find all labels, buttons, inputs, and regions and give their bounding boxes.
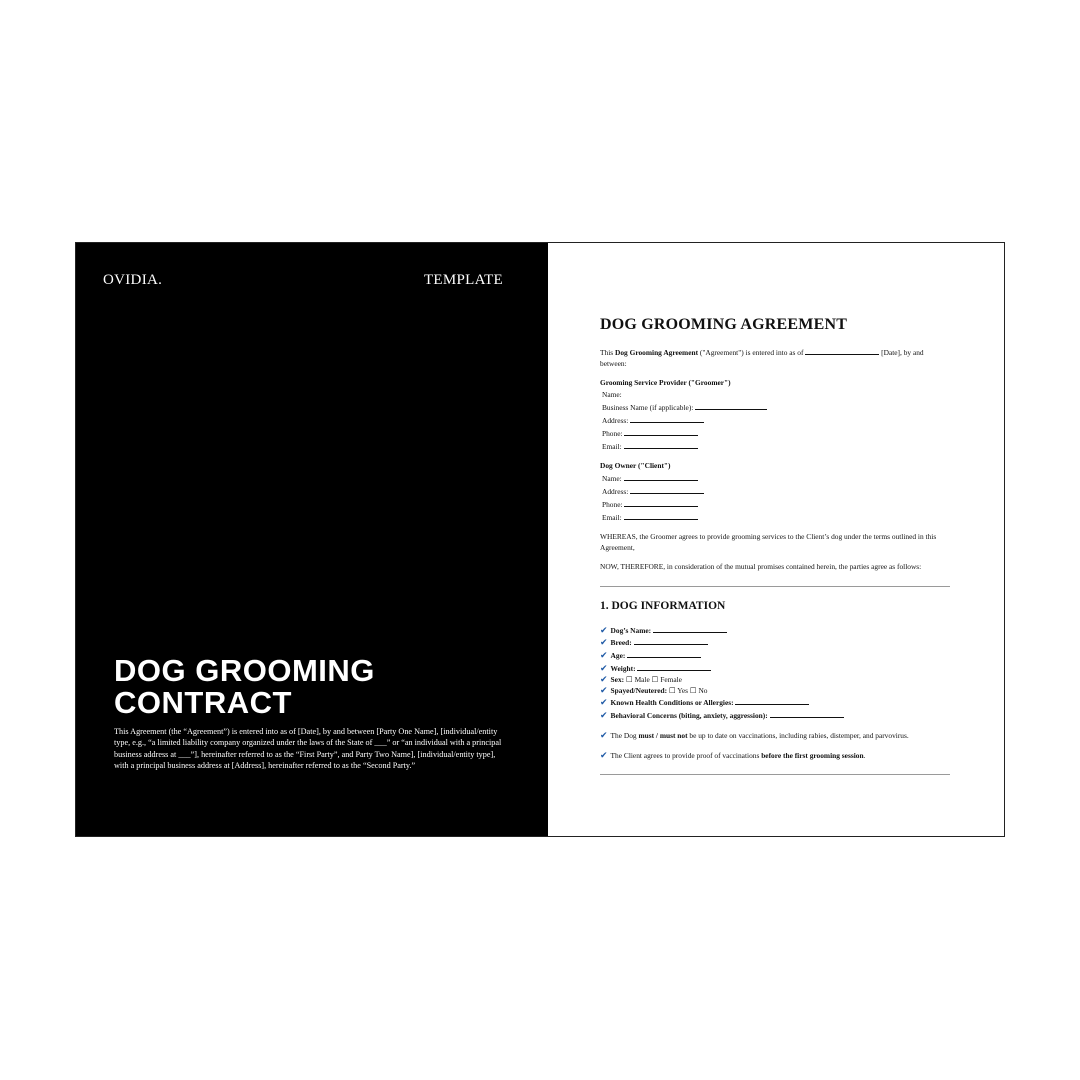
- field-blank[interactable]: [624, 427, 698, 436]
- intro-bold: Dog Grooming Agreement: [615, 348, 699, 357]
- dog-name-item: [600, 624, 950, 637]
- no-label: No: [698, 685, 708, 695]
- item-label: Spayed/Neutered:: [610, 685, 668, 695]
- male-label: Male: [634, 674, 650, 684]
- field-blank[interactable]: [624, 440, 698, 449]
- check-icon: ✔: [600, 638, 608, 649]
- sex-item: [600, 675, 950, 686]
- brand-logo: OVIDIA.: [103, 272, 163, 288]
- groomer-phone-field: [602, 427, 950, 440]
- field-blank[interactable]: [637, 662, 711, 671]
- health-item: [600, 696, 950, 709]
- item-label: Weight:: [610, 663, 636, 673]
- weight-item: [600, 662, 950, 675]
- client-address-field: [602, 485, 950, 498]
- check-icon: ✔: [600, 711, 608, 722]
- proof-clause: [600, 751, 950, 762]
- section-divider: [600, 586, 950, 587]
- cover-title-line-2: CONTRACT: [114, 685, 292, 720]
- field-label: Address:: [602, 415, 629, 425]
- field-blank[interactable]: [770, 709, 844, 718]
- item-label: Known Health Conditions or Allergies:: [610, 698, 734, 708]
- cover-intro-text: This Agreement (the “Agreement”) is entered into as of [Date], by and between [Party One Name], [individual/entity type, e.g., “a limited liability company organized under the laws of the State of ___” or “an individual with a principal business address at ___”], hereinafter referred to as the “First Party”, and Party Two Name], [individual/entity type], with a principal business address at [Address], hereinafter referred to as the “Second Party.”: [114, 727, 502, 771]
- agreement-title: DOG GROOMING AGREEMENT: [600, 316, 848, 333]
- client-heading: Dog Owner ("Client"): [600, 461, 671, 471]
- now-therefore-clause: NOW, THEREFORE, in consideration of the mutual promises contained herein, the parties agree as follows:: [600, 561, 922, 571]
- breed-item: [600, 636, 950, 649]
- item-label: Age:: [610, 651, 626, 661]
- field-blank[interactable]: [630, 485, 704, 494]
- field-label: Email:: [602, 512, 622, 522]
- field-label: Address:: [602, 486, 629, 496]
- check-icon: ✔: [600, 625, 608, 636]
- date-blank[interactable]: [805, 346, 879, 355]
- no-checkbox[interactable]: ☐: [689, 685, 697, 695]
- vacc-pre: The Dog: [610, 730, 639, 740]
- intro-mid: ("Agreement") is entered into as of: [698, 348, 806, 357]
- spayed-item: [600, 686, 950, 697]
- proof-bold: before the first grooming session: [761, 750, 864, 760]
- check-icon: ✔: [600, 685, 608, 696]
- field-blank[interactable]: [627, 649, 701, 658]
- template-label: TEMPLATE: [423, 272, 503, 288]
- agreement-body: [600, 316, 950, 789]
- field-blank[interactable]: [735, 696, 809, 705]
- male-checkbox[interactable]: ☐: [625, 674, 633, 684]
- female-label: Female: [660, 674, 682, 684]
- field-blank[interactable]: [695, 401, 767, 410]
- dog-info-list: [600, 624, 950, 722]
- groomer-email-field: [602, 440, 950, 453]
- section-1-title: 1. DOG INFORMATION: [600, 599, 726, 612]
- groomer-fields: [602, 388, 950, 452]
- groomer-business-field: [602, 401, 950, 414]
- groomer-name-field: [602, 388, 950, 401]
- field-blank[interactable]: [634, 636, 708, 645]
- field-label: Business Name (if applicable):: [602, 403, 694, 413]
- check-icon: ✔: [600, 698, 608, 709]
- field-label: Name:: [602, 390, 622, 400]
- item-label: Sex:: [610, 674, 625, 684]
- field-blank[interactable]: [624, 511, 698, 520]
- item-label: Dog’s Name:: [610, 625, 652, 635]
- client-phone-field: [602, 498, 950, 511]
- field-label: Name:: [602, 474, 622, 484]
- intro-suffix: [Date], by and between:: [600, 348, 924, 368]
- vaccination-clause: [600, 731, 950, 742]
- intro-prefix: This: [600, 348, 615, 357]
- field-label: Phone:: [602, 428, 623, 438]
- field-label: Email:: [602, 441, 622, 451]
- cover-title: [114, 655, 375, 719]
- yes-label: Yes: [677, 685, 689, 695]
- agreement-intro: [600, 346, 950, 370]
- field-blank[interactable]: [630, 414, 704, 423]
- client-fields: [602, 472, 950, 523]
- check-icon: ✔: [600, 663, 608, 674]
- agreement-page: [548, 243, 1004, 836]
- check-icon: ✔: [600, 651, 608, 662]
- field-blank[interactable]: [624, 498, 698, 507]
- age-item: [600, 649, 950, 662]
- check-icon: ✔: [600, 674, 608, 685]
- item-label: Breed:: [610, 638, 632, 648]
- proof-pre: The Client agrees to provide proof of vaccinations: [610, 750, 762, 760]
- check-icon: ✔: [600, 750, 608, 761]
- behavior-item: [600, 709, 950, 722]
- proof-post: .: [863, 750, 866, 760]
- item-label: Behavioral Concerns (biting, anxiety, aggression):: [610, 711, 768, 721]
- vacc-post: be up to date on vaccinations, including rabies, distemper, and parvovirus.: [687, 730, 909, 740]
- check-icon: ✔: [600, 730, 608, 741]
- cover-page: [76, 243, 548, 836]
- field-label: Phone:: [602, 499, 623, 509]
- bottom-divider: [600, 774, 950, 775]
- whereas-clause: WHEREAS, the Groomer agrees to provide grooming services to the Client’s dog under the terms outlined in this Agreement,: [600, 532, 937, 553]
- field-blank[interactable]: [653, 624, 727, 633]
- female-checkbox[interactable]: ☐: [651, 674, 659, 684]
- groomer-heading: Grooming Service Provider ("Groomer"): [600, 377, 731, 387]
- groomer-address-field: [602, 414, 950, 427]
- client-email-field: [602, 511, 950, 524]
- cover-title-line-1: DOG GROOMING: [114, 653, 375, 688]
- client-name-field: [602, 472, 950, 485]
- vacc-bold: must / must not: [638, 730, 688, 740]
- field-blank[interactable]: [624, 472, 698, 481]
- document-spread: [75, 242, 1005, 837]
- yes-checkbox[interactable]: ☐: [668, 685, 676, 695]
